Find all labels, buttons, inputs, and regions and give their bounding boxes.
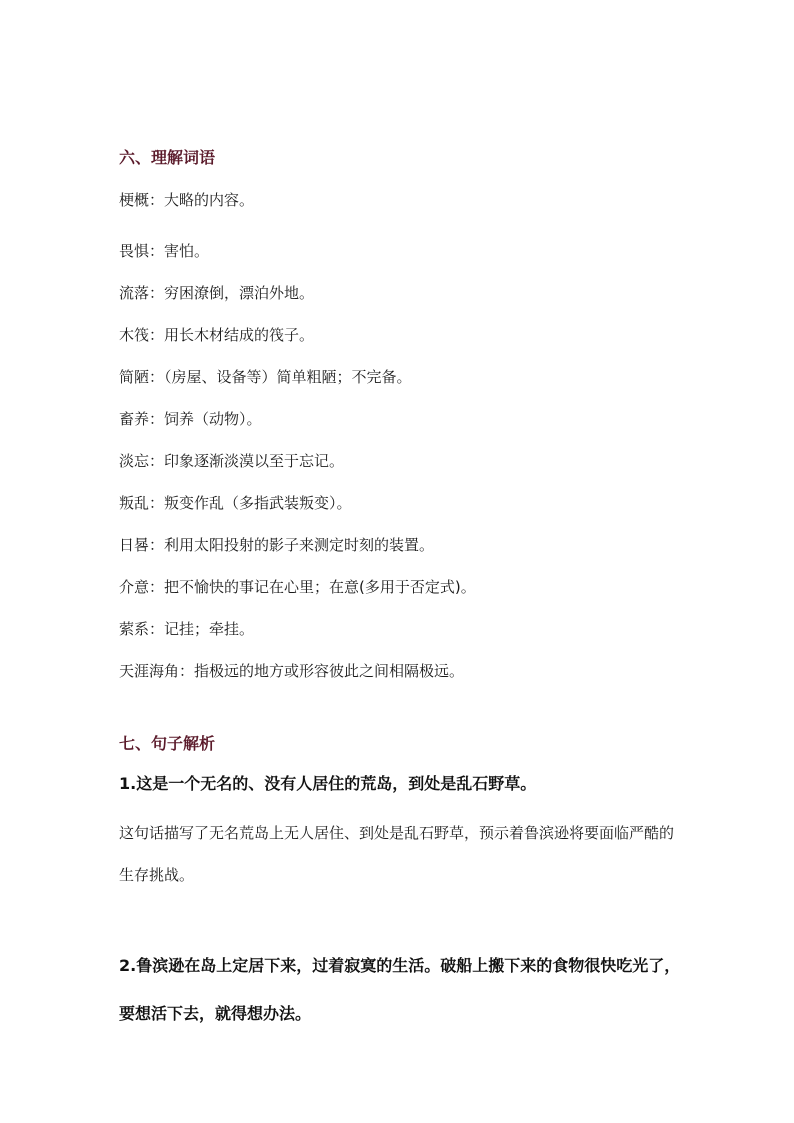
- vocabulary-item: 畜养：饲养（动物）。: [119, 410, 262, 428]
- vocabulary-item: 叛乱：叛变作乱（多指武装叛变）。: [119, 494, 352, 512]
- vocabulary-item: 介意：把不愉快的事记在心里；在意(多用于否定式)。: [119, 578, 476, 596]
- sentence-1: 1.这是一个无名的、没有人居住的荒岛，到处是乱石野草。: [119, 774, 537, 793]
- section-heading-vocabulary: 六、理解词语: [119, 148, 216, 167]
- vocabulary-item: 木筏：用长木材结成的筏子。: [119, 326, 315, 344]
- vocabulary-list: [119, 188, 689, 692]
- vocabulary-item: 梗概：大略的内容。: [119, 191, 255, 209]
- vocabulary-item: 淡忘：印象逐渐淡漠以至于忘记。: [119, 452, 345, 470]
- section-sentence-analysis: [119, 732, 689, 1038]
- document-content: [119, 146, 689, 1038]
- vocabulary-item: 日晷：利用太阳投射的影子来测定时刻的装置。: [119, 536, 435, 554]
- vocabulary-item: 畏惧：害怕。: [119, 242, 210, 260]
- sentence-1-analysis: 这句话描写了无名荒岛上无人居住、到处是乱石野草，预示着鲁滨逊将要面临严酷的生存挑战。: [119, 824, 675, 884]
- vocabulary-item: 流落：穷困潦倒，漂泊外地。: [119, 284, 315, 302]
- section-heading-sentence-analysis: 七、句子解析: [119, 734, 216, 753]
- vocabulary-item: 天涯海角：指极远的地方或形容彼此之间相隔极远。: [119, 662, 465, 680]
- vocabulary-item: 萦系：记挂；牵挂。: [119, 620, 255, 638]
- sentence-2: 2.鲁滨逊在岛上定居下来，过着寂寞的生活。破船上搬下来的食物很快吃光了，要想活下去，就得想办法。: [119, 956, 681, 1023]
- vocabulary-item: 简陋：（房屋、设备等）简单粗陋；不完备。: [119, 368, 412, 386]
